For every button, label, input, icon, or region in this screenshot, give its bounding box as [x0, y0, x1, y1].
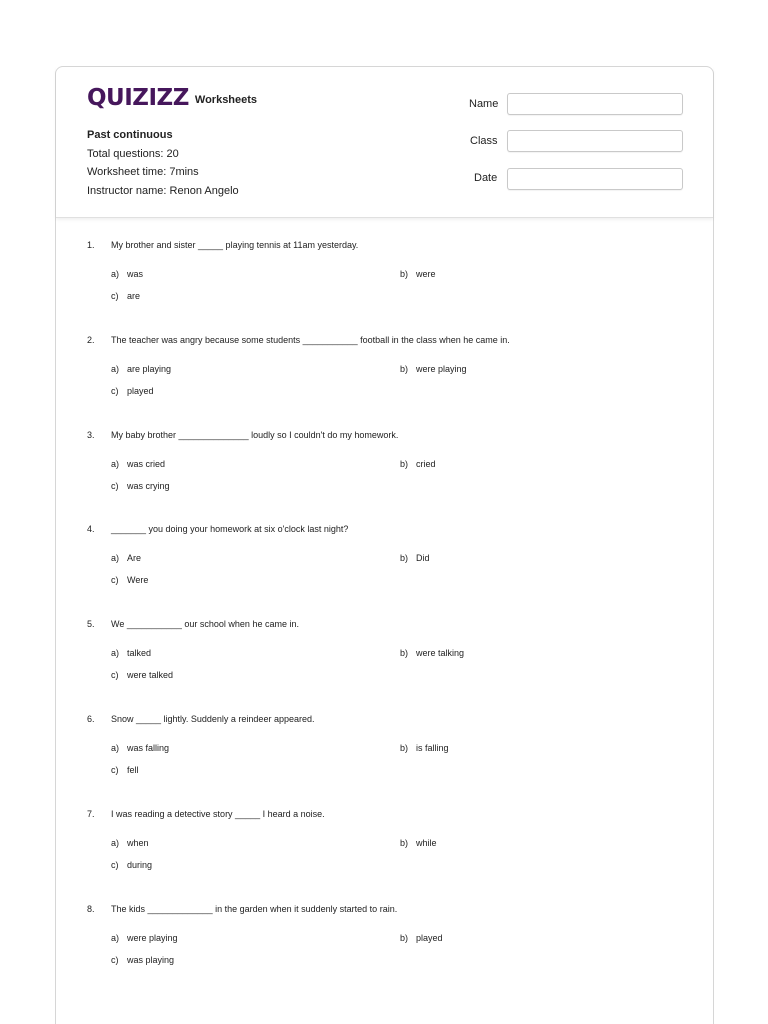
class-label: Class — [470, 135, 498, 147]
option-letter: b) — [400, 269, 409, 279]
worksheet-header — [56, 67, 713, 218]
option-text: talked — [127, 648, 152, 659]
option-text: are — [127, 291, 141, 301]
option-letter: c) — [111, 480, 119, 491]
question-text: My baby brother ______________ loudly so I couldn't do my homework. — [111, 429, 399, 440]
question-number: 1. — [87, 240, 95, 250]
option-text: was falling — [127, 743, 170, 753]
question-text: We ___________ our school when he came in. — [111, 619, 299, 630]
option-b — [400, 553, 430, 563]
worksheet-time: Worksheet time: 7mins — [87, 166, 199, 178]
option-text: cried — [416, 458, 436, 469]
option-text: Are — [127, 553, 142, 564]
option-c — [111, 860, 152, 870]
option-a — [111, 459, 165, 469]
option-letter: a) — [111, 743, 120, 753]
option-c — [111, 291, 140, 301]
option-letter: b) — [400, 648, 409, 659]
option-text: was playing — [127, 954, 175, 965]
question-8 — [56, 904, 713, 998]
question-2 — [56, 335, 713, 429]
option-c — [111, 670, 173, 680]
option-a — [111, 743, 169, 753]
date-label: Date — [474, 172, 498, 184]
option-a — [111, 364, 171, 374]
option-letter: c) — [111, 670, 119, 681]
option-text: were talking — [416, 648, 465, 659]
question-number: 8. — [87, 903, 95, 914]
option-c — [111, 575, 148, 585]
option-letter: b) — [400, 837, 409, 848]
option-b — [400, 459, 436, 469]
option-letter: a) — [111, 458, 120, 469]
question-4 — [56, 524, 713, 618]
option-letter: c) — [111, 859, 119, 870]
option-letter: c) — [111, 385, 119, 396]
option-text: were — [416, 269, 436, 279]
option-text: was crying — [127, 480, 170, 491]
question-text: Snow _____ lightly. Suddenly a reindeer appeared. — [111, 714, 315, 724]
question-1 — [56, 240, 713, 334]
question-text: The kids _____________ in the garden when it suddenly started to rain. — [111, 903, 398, 914]
logo-subtitle: Worksheets — [194, 93, 258, 106]
option-text: Were — [127, 575, 149, 586]
option-text: were talked — [127, 670, 174, 681]
option-text: Did — [416, 553, 430, 564]
question-number: 5. — [87, 619, 95, 630]
option-a — [111, 933, 178, 943]
option-text: during — [127, 859, 153, 870]
option-text: were playing — [127, 932, 178, 943]
question-7 — [56, 809, 713, 903]
logo-wordmark: QUIZIZZ — [87, 85, 189, 111]
class-field[interactable] — [507, 130, 683, 152]
option-text: was cried — [127, 458, 166, 469]
question-text: My brother and sister _____ playing tennis at 11am yesterday. — [111, 240, 359, 250]
name-label: Name — [469, 98, 499, 110]
option-letter: b) — [400, 743, 409, 753]
option-letter: a) — [111, 837, 120, 848]
option-letter: a) — [111, 553, 120, 564]
option-letter: a) — [111, 269, 120, 279]
option-b — [400, 838, 437, 848]
option-b — [400, 269, 436, 279]
option-text: fell — [127, 765, 139, 775]
option-letter: b) — [400, 932, 409, 943]
option-text: played — [127, 385, 154, 396]
question-6 — [56, 714, 713, 808]
option-letter: c) — [111, 575, 119, 586]
option-text: were playing — [416, 363, 467, 374]
question-number: 7. — [87, 808, 95, 819]
question-3 — [56, 430, 713, 524]
option-letter: c) — [111, 954, 119, 965]
question-number: 3. — [87, 429, 95, 440]
question-text: I was reading a detective story _____ I heard a noise. — [111, 808, 325, 819]
option-a — [111, 838, 149, 848]
question-text: _______ you doing your homework at six o'clock last night? — [111, 524, 349, 535]
worksheet-page — [55, 66, 714, 1024]
option-letter: a) — [111, 363, 120, 374]
option-text: was — [127, 269, 144, 279]
option-letter: b) — [400, 458, 409, 469]
option-text: while — [416, 837, 437, 848]
option-b — [400, 743, 449, 753]
question-number: 6. — [87, 714, 95, 724]
worksheet-info — [87, 126, 239, 200]
question-number: 4. — [87, 524, 95, 535]
option-text: are playing — [127, 363, 172, 374]
date-field[interactable] — [507, 168, 683, 190]
option-c — [111, 765, 139, 775]
question-5 — [56, 619, 713, 713]
quizizz-logo — [87, 87, 257, 110]
option-text: played — [416, 932, 443, 943]
option-letter: c) — [111, 765, 119, 775]
option-letter: b) — [400, 553, 409, 564]
option-text: is falling — [416, 743, 449, 753]
option-letter: c) — [111, 291, 119, 301]
question-text: The teacher was angry because some students ___________ football in the class when he came in. — [111, 334, 510, 345]
option-c — [111, 386, 154, 396]
instructor-name: Instructor name: Renon Angelo — [87, 184, 239, 197]
option-a — [111, 648, 151, 658]
option-a — [111, 269, 143, 279]
option-letter: a) — [111, 648, 120, 659]
option-b — [400, 364, 467, 374]
option-c — [111, 481, 170, 491]
option-letter: b) — [400, 363, 409, 374]
total-questions: Total questions: 20 — [87, 147, 179, 160]
option-c — [111, 955, 174, 965]
question-number: 2. — [87, 334, 95, 345]
option-b — [400, 648, 464, 658]
worksheet-title: Past continuous — [87, 129, 173, 141]
option-text: when — [127, 837, 149, 848]
option-a — [111, 553, 141, 563]
option-b — [400, 933, 443, 943]
name-field[interactable] — [507, 93, 683, 115]
option-letter: a) — [111, 932, 120, 943]
